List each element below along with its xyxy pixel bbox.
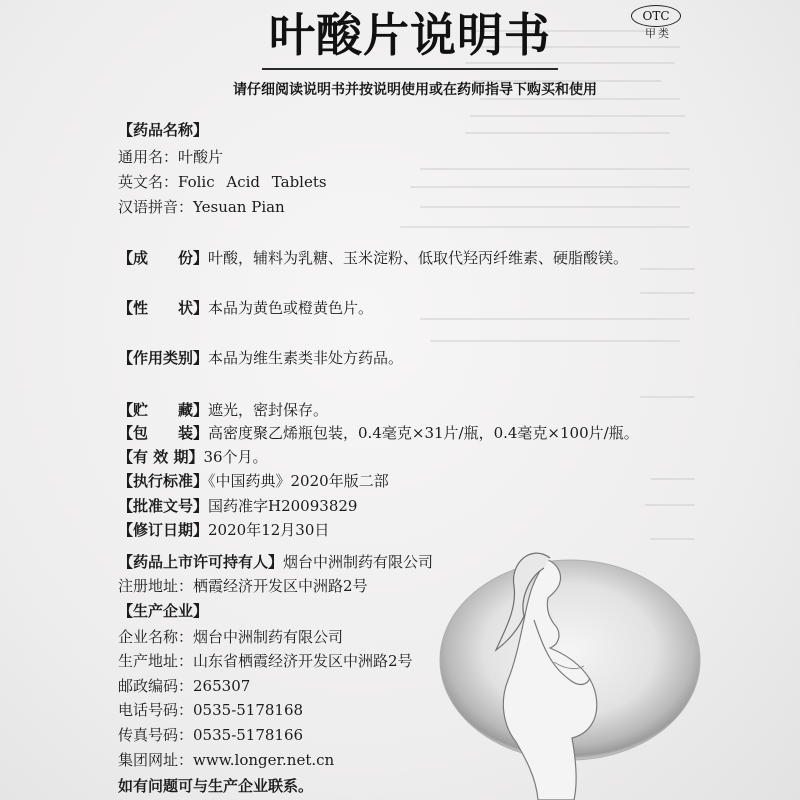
holder-address-value: 栖霞经济开发区中洲路2号 — [193, 577, 368, 595]
usage-notice: 请仔细阅读说明书并按说明使用或在药师指导下购买和使用 — [233, 82, 597, 98]
shelf-life-value: 36个月。 — [203, 448, 268, 466]
approval-row — [118, 496, 357, 516]
page-title: 叶酸片说明书 — [269, 8, 551, 62]
manufacturer-address-row — [118, 651, 413, 671]
bleed-through-line — [410, 186, 690, 188]
holder-row — [118, 552, 433, 572]
drug-name-heading — [118, 120, 208, 140]
package-value: 高密度聚乙烯瓶包装，0.4毫克×31片/瓶，0.4毫克×100片/瓶。 — [208, 424, 639, 442]
generic-name-label: 通用名： — [118, 148, 179, 166]
website-label: 集团网址： — [118, 751, 194, 769]
manufacturer-address-label: 生产地址： — [118, 652, 194, 670]
bleed-through-line — [470, 115, 685, 117]
manufacturer-heading-label: 【生产企业】 — [118, 602, 209, 620]
standard-value: 《中国药典》2020年版二部 — [208, 472, 389, 490]
package-row — [118, 423, 639, 443]
fax-value: 0535-5178166 — [193, 726, 304, 744]
pinyin-name-label: 汉语拼音： — [118, 198, 194, 216]
category-value: 本品为维生素类非处方药品。 — [208, 349, 404, 367]
composition-row — [118, 248, 628, 268]
otc-badge-icon: OTC — [631, 5, 681, 27]
approval-label: 【批准文号】 — [118, 497, 209, 515]
revision-label: 【修订日期】 — [118, 521, 209, 539]
manufacturer-address-value: 山东省栖霞经济开发区中洲路2号 — [193, 652, 413, 670]
bleed-through-line — [645, 504, 695, 506]
category-label: 【作用类别】 — [118, 349, 209, 367]
fax-label: 传真号码： — [118, 726, 194, 744]
website-value: www.longer.net.cn — [193, 751, 335, 769]
bleed-through-line — [640, 396, 695, 398]
bleed-through-line — [640, 292, 695, 294]
holder-address-label: 注册地址： — [118, 577, 194, 595]
bleed-through-line — [420, 168, 690, 170]
manufacturer-name-row — [118, 627, 343, 647]
category-row — [118, 348, 403, 368]
revision-value: 2020年12月30日 — [208, 521, 330, 539]
generic-name-row — [118, 147, 223, 167]
holder-address-row — [118, 576, 368, 596]
pinyin-name-row — [118, 197, 285, 217]
description-row — [118, 298, 373, 318]
storage-row — [118, 400, 328, 420]
shelf-life-label: 【有 效 期】 — [118, 448, 204, 466]
bleed-through-line — [420, 318, 690, 320]
description-label: 【性 状】 — [118, 299, 209, 317]
manufacturer-heading — [118, 601, 208, 621]
manufacturer-name-label: 企业名称： — [118, 628, 194, 646]
holder-value: 烟台中洲制药有限公司 — [283, 553, 434, 571]
bleed-through-line — [640, 268, 695, 270]
drug-name-heading-label: 【药品名称】 — [118, 121, 209, 139]
english-name-value: Folic Acid Tablets — [178, 173, 327, 191]
approval-value: 国药准字H20093829 — [208, 497, 358, 515]
english-name-label: 英文名： — [118, 173, 179, 191]
manufacturer-name-value: 烟台中洲制药有限公司 — [193, 628, 344, 646]
otc-category: 甲类 — [645, 27, 671, 40]
bleed-through-line — [400, 226, 690, 228]
package-label: 【包 装】 — [118, 424, 209, 442]
holder-label: 【药品上市许可持有人】 — [118, 553, 284, 571]
footer-note: 如有问题可与生产企业联系。 — [118, 777, 314, 795]
generic-name-value: 叶酸片 — [178, 148, 224, 166]
composition-value: 叶酸，辅料为乳糖、玉米淀粉、低取代羟丙纤维素、硬脂酸镁。 — [208, 249, 629, 267]
title-underline — [262, 68, 558, 70]
revision-row — [118, 520, 329, 540]
standard-row — [118, 471, 389, 491]
postcode-row — [118, 676, 250, 696]
fax-row — [118, 725, 303, 745]
storage-label: 【贮 藏】 — [118, 401, 209, 419]
storage-value: 遮光，密封保存。 — [208, 401, 329, 419]
shelf-life-row — [118, 447, 268, 467]
bleed-through-line — [650, 478, 695, 480]
phone-row — [118, 700, 303, 720]
bleed-through-line — [465, 132, 670, 134]
bleed-through-line — [420, 206, 680, 208]
footer-note-row — [118, 776, 313, 796]
standard-label: 【执行标准】 — [118, 472, 209, 490]
pinyin-name-value: Yesuan Pian — [193, 198, 285, 216]
pregnant-woman-illustration-icon — [420, 520, 720, 800]
postcode-label: 邮政编码： — [118, 677, 194, 695]
phone-label: 电话号码： — [118, 701, 194, 719]
composition-label: 【成 份】 — [118, 249, 209, 267]
english-name-row — [118, 172, 327, 192]
postcode-value: 265307 — [193, 677, 251, 695]
website-row — [118, 750, 334, 770]
bleed-through-line — [430, 340, 680, 342]
description-value: 本品为黄色或橙黄色片。 — [208, 299, 374, 317]
phone-value: 0535-5178168 — [193, 701, 304, 719]
